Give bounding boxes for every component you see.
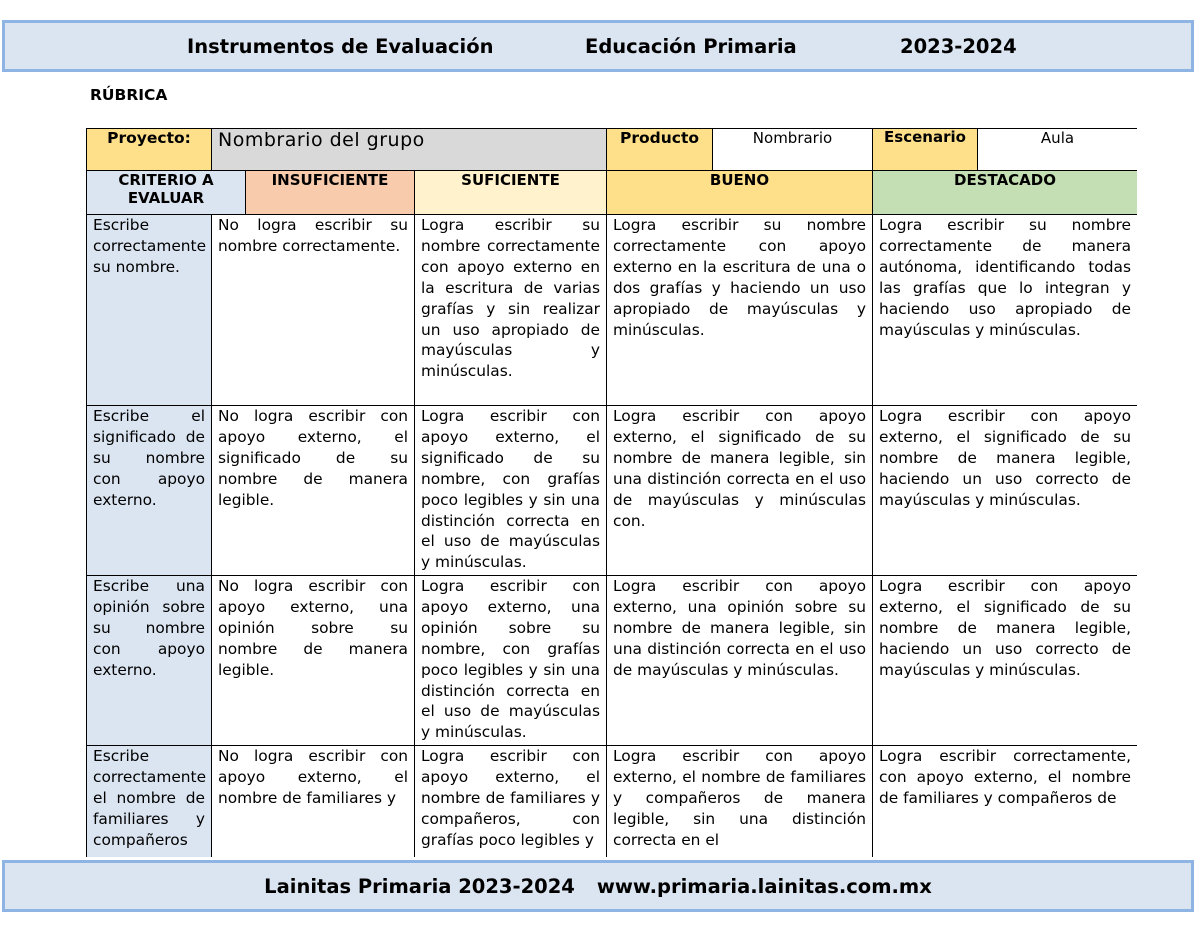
table-row	[87, 215, 1138, 406]
col-bueno: BUENO	[607, 171, 873, 215]
project-row	[87, 129, 1138, 171]
table-row	[87, 576, 1138, 746]
suficiente-cell: Logra escribir con apoyo externo, una opinión sobre su nombre, con grafías poco legibles y sin una distinción correcta en el uso de mayúsculas y minúsculas.	[415, 576, 607, 746]
criterion-cell: Escribe correctamente el nombre de familiares y compañeros	[87, 746, 212, 858]
header-title-left: Instrumentos de Evaluación	[187, 34, 494, 58]
col-destacado: DESTACADO	[873, 171, 1138, 215]
table-row	[87, 406, 1138, 576]
col-insuficiente: INSUFICIENTE	[246, 171, 415, 215]
table-row	[87, 746, 1138, 858]
col-suficiente: SUFICIENTE	[415, 171, 607, 215]
suficiente-cell: Logra escribir su nombre correctamente con apoyo externo en la escritura de varias grafías y sin realizar un uso apropiado de mayúsculas y minúsculas.	[415, 215, 607, 406]
rubric-table	[86, 128, 1137, 857]
destacado-cell: Logra escribir su nombre correctamente de manera autónoma, identificando todas las grafías que lo integran y haciendo uso apropiado de mayúsculas y minúsculas.	[873, 215, 1138, 406]
suficiente-cell: Logra escribir con apoyo externo, el significado de su nombre, con grafías poco legibles y sin una distinción correcta en el uso de mayúsculas y minúsculas.	[415, 406, 607, 576]
section-label: RÚBRICA	[90, 86, 168, 104]
criterion-cell: Escribe el significado de su nombre con apoyo externo.	[87, 406, 212, 576]
criterion-cell: Escribe una opinión sobre su nombre con apoyo externo.	[87, 576, 212, 746]
project-label: Proyecto:	[87, 129, 212, 171]
footer-banner	[2, 860, 1194, 912]
suficiente-cell: Logra escribir con apoyo externo, el nombre de familiares y compañeros, con grafías poco legibles y	[415, 746, 607, 858]
product-label: Producto	[607, 129, 713, 171]
bueno-cell: Logra escribir su nombre correctamente con apoyo externo en la escritura de una o dos grafías y haciendo un uso apropiado de mayúsculas y minúsculas.	[607, 215, 873, 406]
col-criterion: CRITERIO A EVALUAR	[87, 171, 246, 215]
header-title-right: 2023-2024	[900, 34, 1017, 58]
insuficiente-cell: No logra escribir su nombre correctamente.	[212, 215, 415, 406]
footer-left: Lainitas Primaria 2023-2024	[264, 874, 575, 898]
footer-website-link[interactable]: www.primaria.lainitas.com.mx	[596, 874, 932, 898]
bueno-cell: Logra escribir con apoyo externo, una opinión sobre su nombre de manera legible, sin una distinción correcta en el uso de mayúsculas y minúsculas.	[607, 576, 873, 746]
scenario-value: Aula	[978, 129, 1138, 171]
insuficiente-cell: No logra escribir con apoyo externo, una opinión sobre su nombre de manera legible.	[212, 576, 415, 746]
destacado-cell: Logra escribir con apoyo externo, el significado de su nombre de manera legible, haciendo un uso correcto de mayúsculas y minúsculas.	[873, 576, 1138, 746]
product-value: Nombrario	[713, 129, 873, 171]
bueno-cell: Logra escribir con apoyo externo, el nombre de familiares y compañeros de manera legible, sin una distinción correcta en el	[607, 746, 873, 858]
header-row	[87, 171, 1138, 215]
criterion-cell: Escribe correctamente su nombre.	[87, 215, 212, 406]
project-name: Nombrario del grupo	[212, 129, 607, 171]
header-banner	[2, 20, 1194, 72]
header-title-center: Educación Primaria	[585, 34, 797, 58]
bueno-cell: Logra escribir con apoyo externo, el significado de su nombre de manera legible, sin una distinción correcta en el uso de mayúsculas y minúsculas con.	[607, 406, 873, 576]
scenario-label: Escenario	[873, 129, 978, 171]
insuficiente-cell: No logra escribir con apoyo externo, el significado de su nombre de manera legible.	[212, 406, 415, 576]
destacado-cell: Logra escribir correctamente, con apoyo externo, el nombre de familiares y compañeros de	[873, 746, 1138, 858]
destacado-cell: Logra escribir con apoyo externo, el significado de su nombre de manera legible, haciendo un uso correcto de mayúsculas y minúsculas.	[873, 406, 1138, 576]
rubric-sheet	[86, 128, 1137, 857]
insuficiente-cell: No logra escribir con apoyo externo, el nombre de familiares y	[212, 746, 415, 858]
